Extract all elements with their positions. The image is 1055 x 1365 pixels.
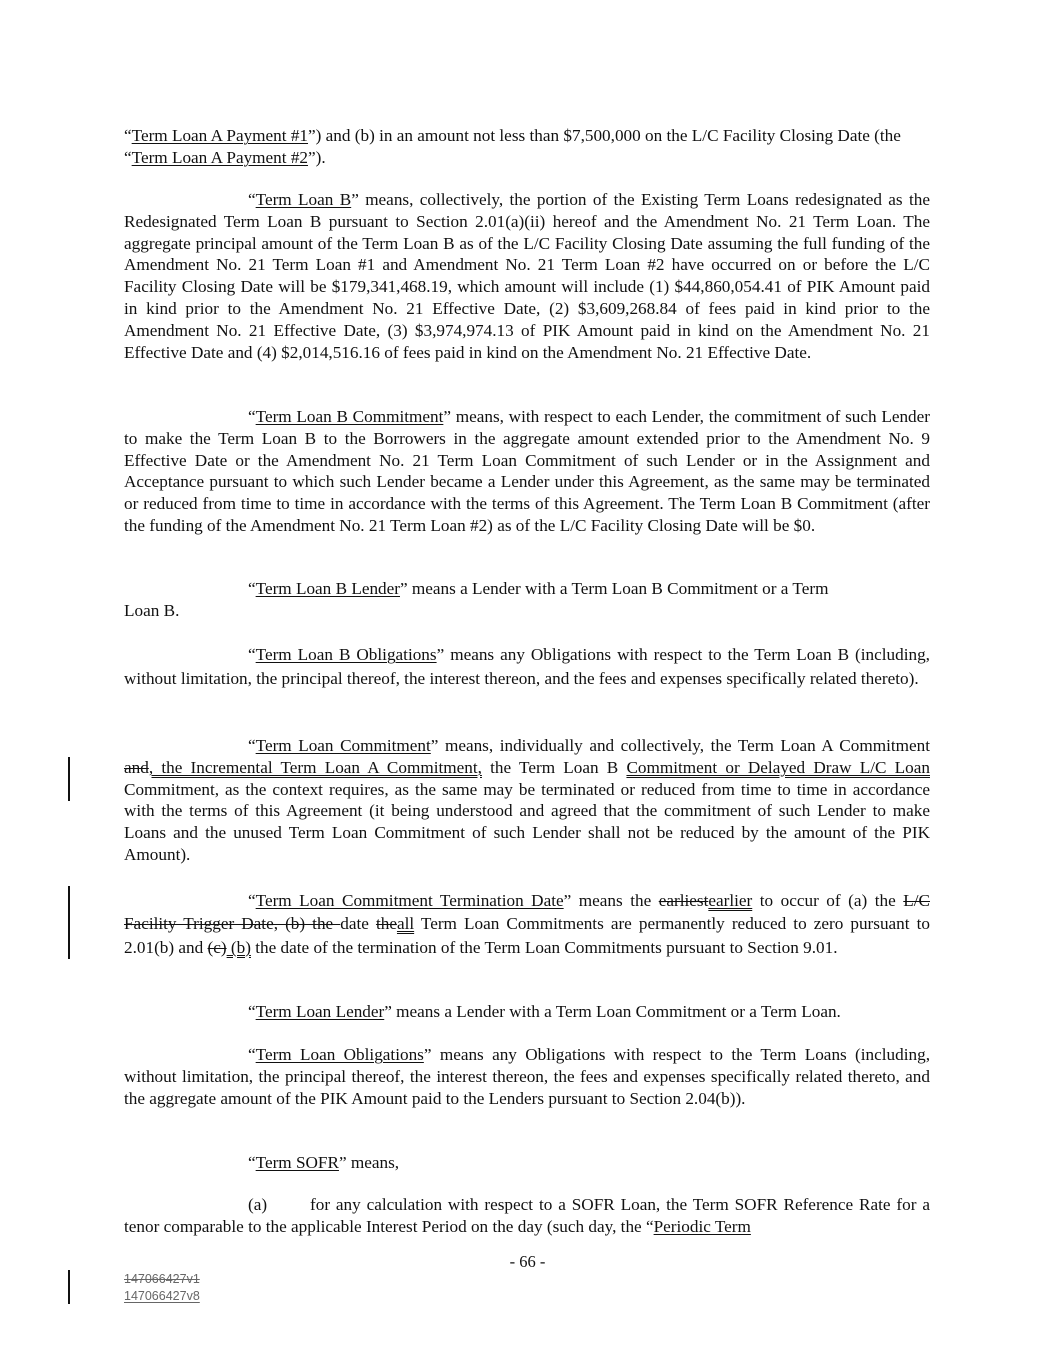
deleted-text: L/C Facility Trigger Date, (b) the bbox=[124, 891, 930, 934]
inserted-text: earlier bbox=[708, 891, 753, 910]
inserted-text: Commitment or Delayed Draw L/C Loan bbox=[626, 757, 930, 777]
definition-term-loan-commitment-termination-date: “Term Loan Commitment Termination Date” means the earliestearlier to occur of (a) the L/C Facility Trigger Date, (b) the date theall Term Loan Commitments are permanently reduced to zero pursuant to 2.01(b) and (c) (b) the date of the termination of the Term Loan Commitments pursuant to Section 9.01. bbox=[124, 891, 930, 957]
definition-term-loan-lender: “Term Loan Lender” means a Lender with a Term Loan Commitment or a Term Loan. bbox=[248, 1002, 841, 1021]
definition-term-loan-b-lender: “Term Loan B Lender” means a Lender with a Term Loan B Commitment or a Term Loan B. bbox=[124, 579, 829, 620]
inserted-text: , the Incremental Term Loan A Commitment, bbox=[148, 757, 482, 777]
change-bar bbox=[68, 757, 70, 801]
definition-term-loan-b-commitment: “Term Loan B Commitment” means, with respect to each Lender, the commitment of such Lender to make the Term Loan B to the Borrowers in the aggregate amount extended prior to the Amendment No. 9 Effective Date or the Amendment No. 21 Term Loan Commitment of such Lender or in the Assignment and Acceptance pursuant to which such Lender became a Lender under this Agreement, as the same may be terminated or reduced from time to time in accordance with the terms of this Agreement. The Term Loan B Commitment (after the funding of the Amendment No. 21 Term Loan #2) as of the L/C Facility Closing Date will be $0. bbox=[124, 407, 930, 535]
defined-term: Term Loan Lender bbox=[255, 1002, 385, 1021]
defined-term: Term Loan B Commitment bbox=[255, 407, 444, 426]
change-bar bbox=[68, 886, 70, 959]
defined-term: Term Loan Obligations bbox=[255, 1045, 424, 1064]
definition-term-loan-b-obligations: “Term Loan B Obligations” means any Obligations with respect to the Term Loan B (including, without limitation, the principal thereof, the interest thereon, and the fees and expenses specifically related thereto). bbox=[124, 645, 930, 688]
paragraph-term-loan-a-payment: “Term Loan A Payment #1”) and (b) in an amount not less than $7,500,000 on the L/C Facility Closing Date (the “Term Loan A Payment #2”). bbox=[124, 126, 901, 167]
document-id-old: 147066427v1 bbox=[124, 1272, 200, 1286]
change-bar bbox=[68, 1270, 70, 1304]
definition-term-loan-commitment: “Term Loan Commitment” means, individually and collectively, the Term Loan A Commitment and, the Incremental Term Loan A Commitment, the Term Loan B Commitment or Delayed Draw L/C Loan Commitment, as the context requires, as the same may be terminated or reduced from time to time in accordance with the terms of this Agreement (it being understood and agreed that the commitment of such Lender to make Loans and the unused Term Loan Commitment of such Lender shall not be reduced by the amount of the PIK Amount). bbox=[124, 736, 930, 864]
definition-term-sofr-clause-a: (a) for any calculation with respect to a SOFR Loan, the Term SOFR Reference Rate for a tenor comparable to the applicable Interest Period on the day (such day, the “Periodic Term bbox=[124, 1195, 930, 1236]
inserted-text: (b) bbox=[226, 937, 251, 957]
deleted-text: the bbox=[375, 914, 397, 934]
defined-term: Term SOFR bbox=[255, 1153, 339, 1172]
inserted-text: all bbox=[396, 914, 415, 934]
definition-term-loan-b: “Term Loan B” means, collectively, the portion of the Existing Term Loans redesignated as the Redesignated Term Loan B pursuant to Section 2.01(a)(ii) hereof and the Amendment No. 21 Term Loan. The aggregate principal amount of the Term Loan B as of the L/C Facility Closing Date assuming the full funding of the Amendment No. 21 Term Loan #1 and Amendment No. 21 Term Loan #2 have occurred on or before the L/C Facility Closing Date will be $179,341,468.19, which amount will include (1) $44,860,054.41 of PIK Amount paid in kind prior to the Amendment No. 21 Effective Date, (2) $3,609,268.84 of fees paid in kind prior to the Amendment No. 21 Effective Date, (3) $3,974,974.13 of PIK Amount paid in kind on the Amendment No. 21 Effective Date and (4) $2,014,516.16 of fees paid in kind on the Amendment No. 21 Effective Date. bbox=[124, 190, 930, 362]
deleted-text: (c) bbox=[207, 937, 227, 957]
defined-term: Term Loan B bbox=[255, 190, 352, 209]
defined-term: Term Loan Commitment bbox=[255, 736, 431, 755]
deleted-text: earliest bbox=[658, 891, 709, 910]
deleted-text: and bbox=[124, 757, 149, 777]
defined-term: Term Loan B Lender bbox=[255, 579, 400, 598]
document-id-new: 147066427v8 bbox=[124, 1289, 200, 1303]
defined-term: Periodic Term bbox=[653, 1216, 751, 1236]
defined-term-term-loan-a-payment-1: Term Loan A Payment #1 bbox=[131, 126, 309, 145]
defined-term: Term Loan Commitment Termination Date bbox=[255, 891, 564, 910]
defined-term-term-loan-a-payment-2: Term Loan A Payment #2 bbox=[131, 147, 309, 167]
clause-label: (a) bbox=[248, 1195, 268, 1214]
definition-term-loan-obligations: “Term Loan Obligations” means any Obligations with respect to the Term Loans (including, without limitation, the principal thereof, the interest thereon, the fees and expenses specifically related thereto, and the aggregate amount of the PIK Amount paid to the Lenders pursuant to Section 2.04(b)). bbox=[124, 1045, 930, 1108]
page-number: - 66 - bbox=[509, 1252, 546, 1271]
defined-term: Term Loan B Obligations bbox=[255, 645, 437, 664]
definition-term-sofr: “Term SOFR” means, bbox=[248, 1153, 400, 1172]
